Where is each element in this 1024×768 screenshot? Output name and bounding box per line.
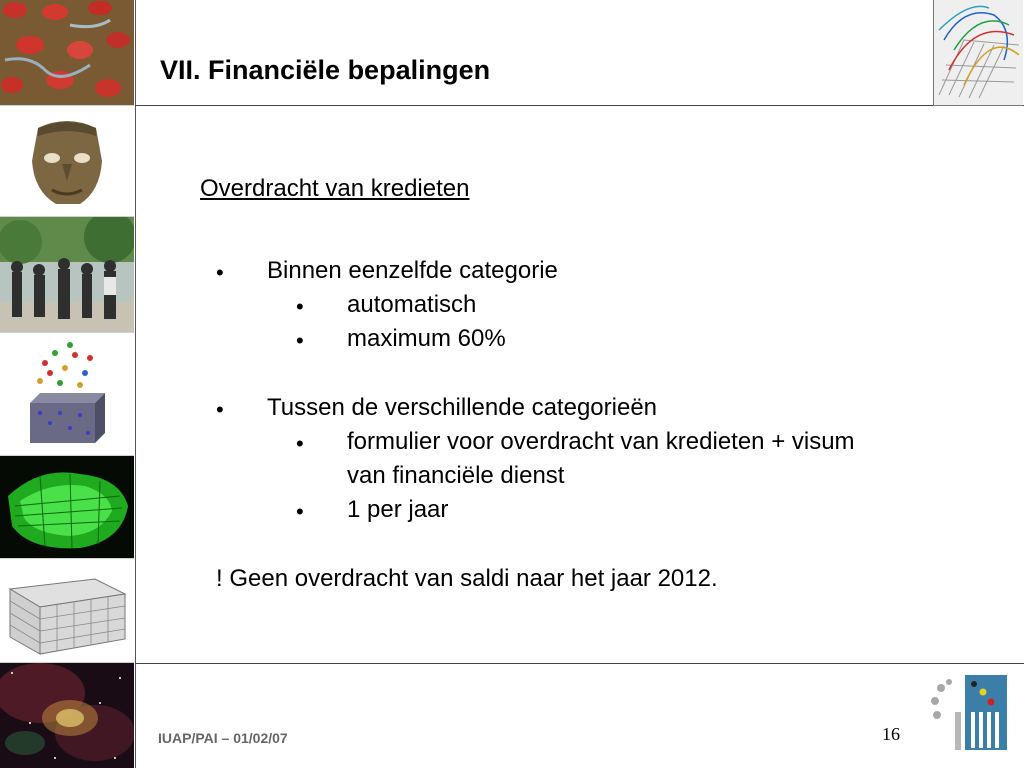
nebula-image — [0, 663, 134, 768]
header-divider — [135, 105, 1024, 106]
bullet-marker: • — [216, 397, 224, 422]
molecule-cube-image — [0, 333, 134, 456]
red-blood-cells-image — [0, 0, 134, 106]
sub-list-item: maximum 60% — [347, 325, 506, 352]
institution-logo — [925, 670, 1015, 758]
bullet-marker: • — [296, 328, 304, 353]
image-sidebar — [0, 0, 136, 768]
bullet-marker: • — [216, 260, 224, 285]
section-heading: Overdracht van kredieten — [200, 175, 470, 202]
page-number: 16 — [882, 724, 900, 744]
footer-divider — [135, 663, 1024, 664]
curves-diagram-image — [933, 0, 1023, 106]
bullet-marker: • — [296, 431, 304, 456]
list-item: Binnen eenzelfde categorie — [267, 257, 558, 284]
mesh-block-image — [0, 559, 134, 663]
sub-list-item: 1 per jaar — [347, 496, 449, 523]
ancient-mask-image — [0, 106, 134, 217]
note-text: ! Geen overdracht van saldi naar het jaar 2012. — [216, 565, 718, 592]
bullet-marker: • — [296, 499, 304, 524]
crowd-street-image — [0, 217, 134, 333]
sub-list-item: automatisch — [347, 291, 477, 318]
list-item: Tussen de verschillende categorieën — [267, 394, 658, 421]
green-terrain-image — [0, 456, 134, 559]
sidebar-divider — [135, 0, 136, 768]
slide-title: VII. Financiële bepalingen — [160, 55, 491, 85]
sub-list-item-continuation: van financiële dienst — [347, 462, 565, 489]
footer-label: IUAP/PAI – 01/02/07 — [158, 730, 288, 746]
bullet-marker: • — [296, 294, 304, 319]
sub-list-item: formulier voor overdracht van kredieten + visum — [347, 428, 855, 455]
